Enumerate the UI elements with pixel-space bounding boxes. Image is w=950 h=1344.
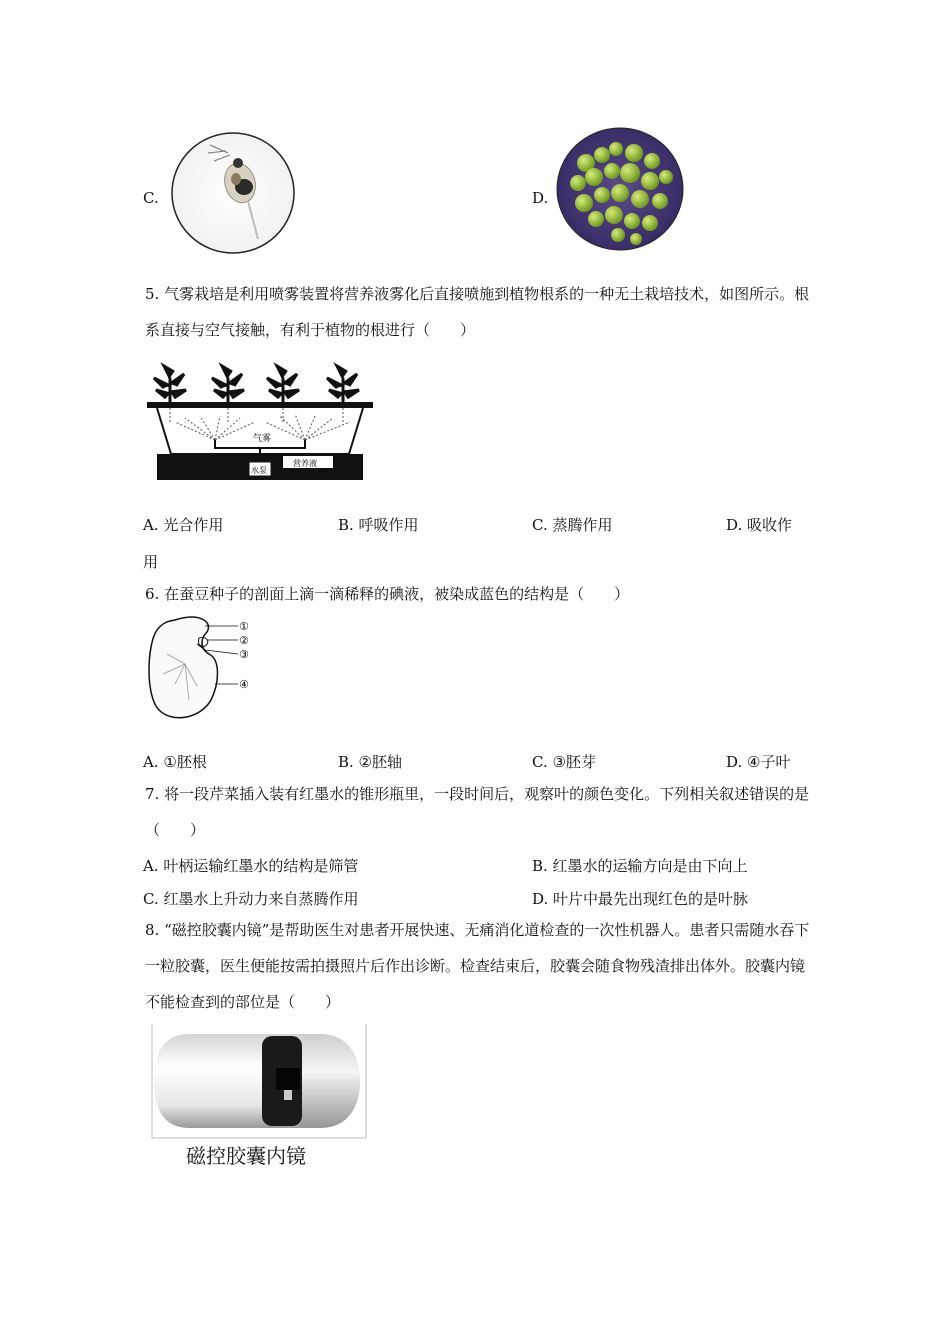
- q5-option-d: D. 吸收作: [726, 516, 793, 534]
- chlorella-image: [556, 127, 685, 251]
- pump-label: 水泵: [251, 466, 267, 475]
- seed-label-4: ④: [239, 678, 249, 691]
- plant-icon: [154, 366, 186, 402]
- q7-option-c: C. 红墨水上升动力来自蒸腾作用: [143, 890, 359, 908]
- plant-icon: [212, 366, 244, 402]
- water-flea-image: [170, 131, 298, 255]
- q5-option-d-wrap: 用: [143, 553, 159, 571]
- capsule-caption: 磁控胶囊内镜: [186, 1144, 306, 1168]
- question-5-text: 5. 气雾栽培是利用喷雾装置将营养液雾化后直接喷施到植物根系的一种无土栽培技术，如图所示。根系直接与空气接触，有利于植物的根进行（ ）: [145, 285, 810, 339]
- option-d-label: D.: [532, 189, 549, 207]
- q6-option-c: C. ③胚芽: [532, 753, 596, 771]
- q6-option-d: D. ④子叶: [726, 753, 791, 771]
- broad-bean-seed-diagram: [145, 614, 265, 726]
- q5-option-b: B. 呼吸作用: [338, 516, 419, 534]
- plant-icon: [327, 366, 359, 402]
- question-8-text: 8. “磁控胶囊内镜”是帮助医生对患者开展快速、无痛消化道检查的一次性机器人。患者只需随水吞下一粒胶囊，医生便能按需拍摄照片后作出诊断。检查结束后，胶囊会随食物残渣排出体外。胶囊内镜不能检查到的部位是（ ）: [145, 921, 810, 1011]
- question-6-text: 6. 在蚕豆种子的剖面上滴一滴稀释的碘液，被染成蓝色的结构是（ ）: [145, 585, 630, 603]
- q5-option-c: C. 蒸腾作用: [532, 516, 613, 534]
- aeroponics-diagram: [145, 352, 375, 482]
- option-c-label: C.: [143, 189, 159, 207]
- q6-option-a: A. ①胚根: [143, 753, 207, 771]
- seed-label-2: ②: [239, 634, 249, 647]
- q5-option-a: A. 光合作用: [143, 516, 224, 534]
- q6-option-b: B. ②胚轴: [338, 753, 403, 771]
- seed-label-3: ③: [239, 648, 249, 661]
- seed-label-1: ①: [239, 620, 249, 633]
- capsule-endoscope-image: [150, 1024, 368, 1140]
- q7-option-d: D. 叶片中最先出现红色的是叶脉: [532, 890, 749, 908]
- q7-option-b: B. 红墨水的运输方向是由下向上: [532, 857, 748, 875]
- question-7-text: 7. 将一段芹菜插入装有红墨水的锥形瓶里，一段时间后，观察叶的颜色变化。下列相关叙述错误的是（ ）: [145, 785, 810, 839]
- plant-icon: [267, 366, 299, 402]
- q7-option-a: A. 叶柄运输红墨水的结构是筛管: [143, 857, 359, 875]
- nutrient-label: 营养液: [293, 459, 317, 468]
- mist-label: 气雾: [253, 433, 272, 443]
